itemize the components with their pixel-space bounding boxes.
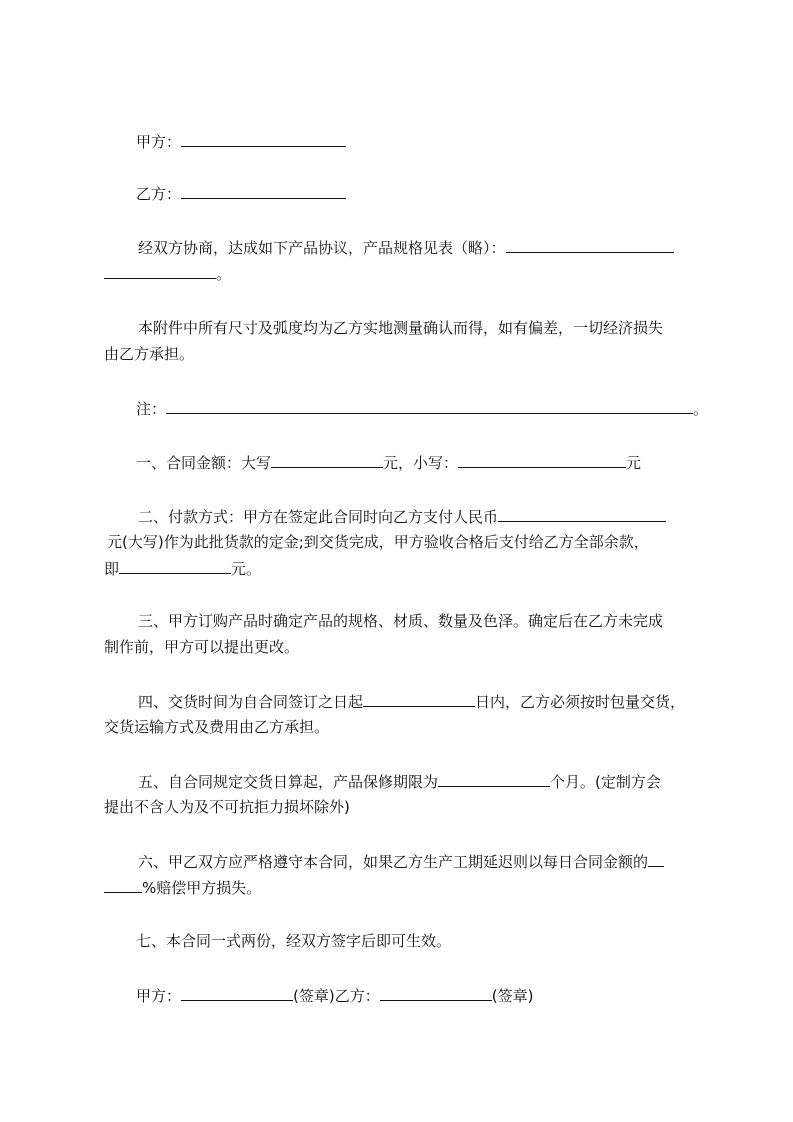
clause-2-line-3 [104, 558, 704, 579]
clause-2-text-1: 二、付款方式：甲方在签定此合同时向乙方支付人民币 [138, 508, 499, 526]
party-b-label: 乙方： [136, 185, 182, 203]
clause-6-line-1 [138, 851, 738, 872]
signature-line [136, 985, 736, 1006]
party-a-label: 甲方： [136, 133, 182, 151]
clause-5-blank-months [438, 771, 550, 787]
party-a-blank [181, 131, 346, 147]
clause-7-line: 七、本合同一式两份，经双方签字后即可生效。 [136, 932, 452, 950]
note-end: 。 [693, 400, 709, 418]
clause-2-line-3-end: 元。 [231, 560, 262, 578]
clause-4-line-2: 交货运输方式及费用由乙方承担。 [104, 718, 330, 736]
clause-6-blank-b [104, 877, 142, 893]
clause-4-text-2: 日内，乙方必须按时包量交货， [475, 693, 686, 711]
signature-blank-a [181, 985, 293, 1001]
clause-5-text-1: 五、自合同规定交货日算起，产品保修期限为 [138, 773, 439, 791]
clause-2-blank-deposit [498, 506, 666, 522]
note-label: 注： [136, 400, 167, 418]
appendix-line-1: 本附件中所有尺寸及弧度均为乙方实地测量确认而得，如有偏差，一切经济损失 [138, 319, 664, 337]
intro-line-1 [138, 237, 738, 258]
intro-line-2 [104, 263, 704, 284]
intro-blank-2 [104, 263, 216, 279]
clause-2-line-2: 元(大写)作为此批货款的定金;到交货完成，甲方验收合格后支付给乙方全部余款， [107, 533, 649, 551]
signature-blank-b [380, 985, 492, 1001]
party-b-line [136, 183, 736, 204]
note-line [136, 398, 736, 419]
clause-1-blank-capital [271, 452, 383, 468]
clause-2-blank-balance [119, 558, 231, 574]
appendix-line-2: 由乙方承担。 [104, 345, 195, 363]
party-a-line [136, 131, 736, 152]
party-b-blank [181, 183, 346, 199]
clause-6-line-2 [104, 877, 704, 898]
clause-2-line-3-start: 即 [104, 560, 120, 578]
clause-5-line-2: 提出不含人为及不可抗拒力损坏除外) [104, 798, 350, 816]
clause-2-line-1 [138, 506, 738, 527]
clause-6-text-2: %赔偿甲方损失。 [142, 879, 262, 897]
clause-1-line [136, 452, 736, 473]
clause-4-line-1 [138, 691, 738, 712]
clause-1-text-3: 元 [626, 454, 642, 472]
clause-4-blank-days [363, 691, 475, 707]
clause-3-line-2: 制作前，甲方可以提出更改。 [104, 638, 300, 656]
signature-seal-a: (签章)乙方： [293, 987, 380, 1005]
intro-end: 。 [216, 265, 232, 283]
clause-4-text-1: 四、交货时间为自合同签订之日起 [138, 693, 364, 711]
note-blank [166, 398, 693, 414]
intro-text: 经双方协商，达成如下产品协议，产品规格见表（略）： [138, 239, 506, 257]
clause-6-text-1: 六、甲乙双方应严格遵守本合同，如果乙方生产工期延迟则以每日合同金额的 [138, 853, 649, 871]
clause-1-blank-figure [458, 452, 626, 468]
clause-1-text-2: 元，小写： [383, 454, 459, 472]
intro-blank-1 [506, 237, 674, 253]
clause-5-text-2: 个月。(定制方会 [550, 773, 661, 791]
signature-party-a-label: 甲方： [136, 987, 182, 1005]
clause-3-line-1: 三、甲方订购产品时确定产品的规格、材质、数量及色泽。确定后在乙方未完成 [138, 612, 664, 630]
clause-6-blank-a [648, 851, 664, 867]
clause-5-line-1 [138, 771, 738, 792]
clause-1-text-1: 一、合同金额：大写 [136, 454, 272, 472]
signature-seal-b: (签章) [491, 987, 534, 1005]
